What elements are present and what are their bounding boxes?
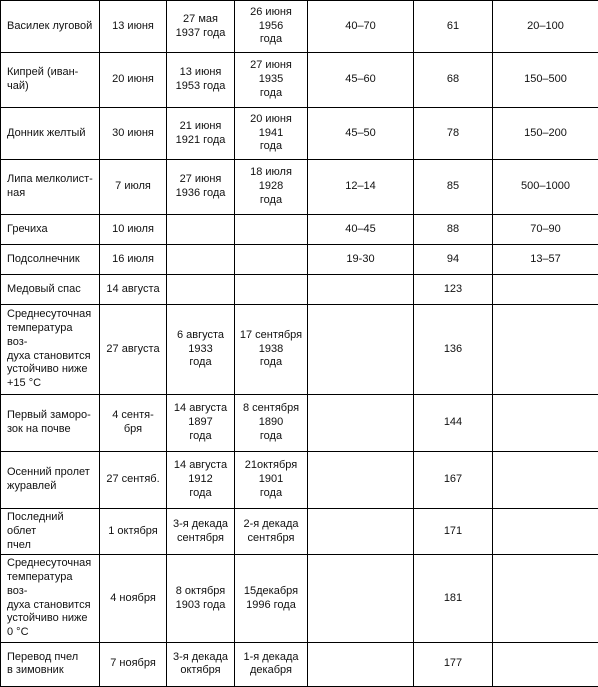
row-name-cell-text: Последний облет пчел [7,511,95,552]
day-number-cell-text: 61 [447,20,459,34]
earliest-date-cell-text: 27 июня 1936 года [176,173,226,201]
yield-range-cell-text: 13–57 [530,253,561,267]
average-date-cell [100,245,167,275]
latest-date-cell [235,108,308,160]
range-cell [308,1,414,53]
day-number-cell-text: 136 [444,343,462,357]
yield-range-cell-text: 20–100 [527,20,564,34]
row-name-cell [1,53,100,108]
range-cell-text: 19-30 [346,253,374,267]
earliest-date-cell [167,215,235,245]
day-number-cell-text: 167 [444,473,462,487]
range-cell [308,215,414,245]
range-cell-text: 45–60 [345,73,376,87]
yield-range-cell [493,275,598,305]
day-number-cell-text: 123 [444,283,462,297]
average-date-cell-text: 7 июля [115,180,151,194]
day-number-cell-text: 78 [447,127,459,141]
row-name-cell [1,160,100,215]
row-name-cell-text: Среднесуточная температура воз- духа становится устойчиво ниже 0 °С [7,557,95,640]
range-cell-text: 45–50 [345,127,376,141]
average-date-cell [100,395,167,452]
table-row [1,452,598,509]
latest-date-cell [235,452,308,509]
earliest-date-cell-text: 27 мая 1937 года [176,13,226,41]
latest-date-cell [235,215,308,245]
day-number-cell [414,395,493,452]
yield-range-cell [493,555,598,643]
range-cell-text: 40–45 [345,223,376,237]
row-name-cell-text: Кипрей (иван- чай) [7,66,78,94]
earliest-date-cell [167,1,235,53]
yield-range-cell-text: 70–90 [530,223,561,237]
day-number-cell [414,160,493,215]
day-number-cell [414,108,493,160]
range-cell-text: 12–14 [345,180,376,194]
latest-date-cell-text: 15декабря 1996 года [244,585,298,613]
latest-date-cell-text: 8 сентября 1890 года [243,402,299,443]
range-cell [308,245,414,275]
average-date-cell-text: 10 июля [112,223,154,237]
table-row [1,642,598,686]
earliest-date-cell [167,108,235,160]
range-cell [308,160,414,215]
earliest-date-cell [167,275,235,305]
average-date-cell-text: 30 июня [112,127,154,141]
range-cell [308,509,414,555]
earliest-date-cell [167,509,235,555]
earliest-date-cell-text: 6 августа 1933 года [177,329,224,370]
average-date-cell-text: 13 июня [112,20,154,34]
table-row [1,395,598,452]
yield-range-cell-text: 150–500 [524,73,567,87]
earliest-date-cell [167,53,235,108]
day-number-cell [414,1,493,53]
day-number-cell-text: 85 [447,180,459,194]
average-date-cell-text: 1 октября [108,525,157,539]
average-date-cell [100,452,167,509]
day-number-cell [414,245,493,275]
earliest-date-cell [167,642,235,686]
day-number-cell [414,555,493,643]
table-row [1,245,598,275]
average-date-cell-text: 27 сентяб. [106,473,159,487]
row-name-cell-text: Первый заморо- зок на почве [7,409,91,437]
day-number-cell-text: 181 [444,592,462,606]
yield-range-cell [493,452,598,509]
yield-range-cell [493,215,598,245]
yield-range-cell-text: 500–1000 [521,180,570,194]
table-row [1,275,598,305]
range-cell [308,275,414,305]
day-number-cell [414,215,493,245]
latest-date-cell [235,53,308,108]
earliest-date-cell-text: 13 июня 1953 года [176,66,226,94]
table-row [1,53,598,108]
average-date-cell-text: 16 июля [112,253,154,267]
yield-range-cell [493,305,598,395]
average-date-cell [100,305,167,395]
day-number-cell [414,53,493,108]
latest-date-cell-text: 2-я декада сентября [243,518,298,546]
earliest-date-cell-text: 8 октября 1903 года [176,585,226,613]
table-row [1,555,598,643]
table-row [1,160,598,215]
latest-date-cell [235,642,308,686]
earliest-date-cell-text: 3-я декада октября [173,651,228,679]
range-cell [308,395,414,452]
range-cell [308,452,414,509]
average-date-cell [100,275,167,305]
row-name-cell-text: Перевод пчел в зимовник [7,651,78,679]
table-row [1,509,598,555]
day-number-cell-text: 177 [444,657,462,671]
latest-date-cell-text: 1-я декада декабря [243,651,298,679]
latest-date-cell-text: 20 июня 1941 года [250,113,292,154]
row-name-cell-text: Гречиха [7,223,48,237]
row-name-cell-text: Среднесуточная температура воз- духа становится устойчиво ниже +15 °С [7,308,95,391]
earliest-date-cell [167,160,235,215]
latest-date-cell [235,555,308,643]
average-date-cell [100,555,167,643]
average-date-cell [100,160,167,215]
latest-date-cell-text: 17 сентября 1938 года [240,329,302,370]
row-name-cell [1,642,100,686]
row-name-cell-text: Осенний пролет журавлей [7,466,90,494]
yield-range-cell [493,395,598,452]
latest-date-cell [235,160,308,215]
row-name-cell-text: Василек луговой [7,20,92,34]
row-name-cell [1,215,100,245]
average-date-cell [100,108,167,160]
average-date-cell-text: 4 сентя- бря [112,409,154,437]
row-name-cell [1,555,100,643]
average-date-cell [100,1,167,53]
yield-range-cell [493,1,598,53]
average-date-cell [100,509,167,555]
yield-range-cell [493,108,598,160]
earliest-date-cell [167,452,235,509]
day-number-cell-text: 68 [447,73,459,87]
row-name-cell [1,245,100,275]
earliest-date-cell-text: 14 августа 1897 года [174,402,227,443]
yield-range-cell [493,53,598,108]
day-number-cell [414,509,493,555]
earliest-date-cell [167,305,235,395]
latest-date-cell-text: 21октября 1901 года [245,459,298,500]
row-name-cell-text: Липа мелколист- ная [7,173,93,201]
earliest-date-cell [167,555,235,643]
range-cell [308,108,414,160]
yield-range-cell-text: 150–200 [524,127,567,141]
earliest-date-cell [167,245,235,275]
day-number-cell [414,452,493,509]
earliest-date-cell [167,395,235,452]
range-cell [308,53,414,108]
range-cell-text: 40–70 [345,20,376,34]
table-row [1,1,598,53]
table-row [1,108,598,160]
day-number-cell-text: 144 [444,416,462,430]
day-number-cell [414,642,493,686]
row-name-cell [1,509,100,555]
row-name-cell [1,305,100,395]
range-cell [308,642,414,686]
table-row [1,215,598,245]
latest-date-cell-text: 18 июля 1928 года [250,166,292,207]
row-name-cell-text: Подсолнечник [7,253,80,267]
row-name-cell [1,452,100,509]
row-name-cell-text: Медовый спас [7,283,81,297]
average-date-cell-text: 27 августа [106,343,159,357]
table-row [1,305,598,395]
average-date-cell [100,642,167,686]
average-date-cell-text: 4 ноября [110,592,156,606]
earliest-date-cell-text: 14 августа 1912 года [174,459,227,500]
row-name-cell [1,275,100,305]
row-name-cell [1,108,100,160]
latest-date-cell [235,395,308,452]
row-name-cell-text: Донник желтый [7,127,85,141]
range-cell [308,305,414,395]
yield-range-cell [493,642,598,686]
range-cell [308,555,414,643]
day-number-cell-text: 88 [447,223,459,237]
day-number-cell [414,305,493,395]
average-date-cell [100,53,167,108]
day-number-cell [414,275,493,305]
average-date-cell-text: 7 ноября [110,657,156,671]
latest-date-cell [235,275,308,305]
table-body [1,1,598,687]
latest-date-cell-text: 27 июня 1935 года [250,59,292,100]
latest-date-cell [235,245,308,275]
row-name-cell [1,395,100,452]
latest-date-cell-text: 26 июня 1956 года [250,6,292,47]
average-date-cell-text: 14 августа [106,283,159,297]
yield-range-cell [493,509,598,555]
yield-range-cell [493,160,598,215]
day-number-cell-text: 94 [447,253,459,267]
yield-range-cell [493,245,598,275]
average-date-cell-text: 20 июня [112,73,154,87]
row-name-cell [1,1,100,53]
latest-date-cell [235,1,308,53]
latest-date-cell [235,509,308,555]
earliest-date-cell-text: 3-я декада сентября [173,518,228,546]
earliest-date-cell-text: 21 июня 1921 года [176,120,226,148]
latest-date-cell [235,305,308,395]
day-number-cell-text: 171 [444,525,462,539]
average-date-cell [100,215,167,245]
